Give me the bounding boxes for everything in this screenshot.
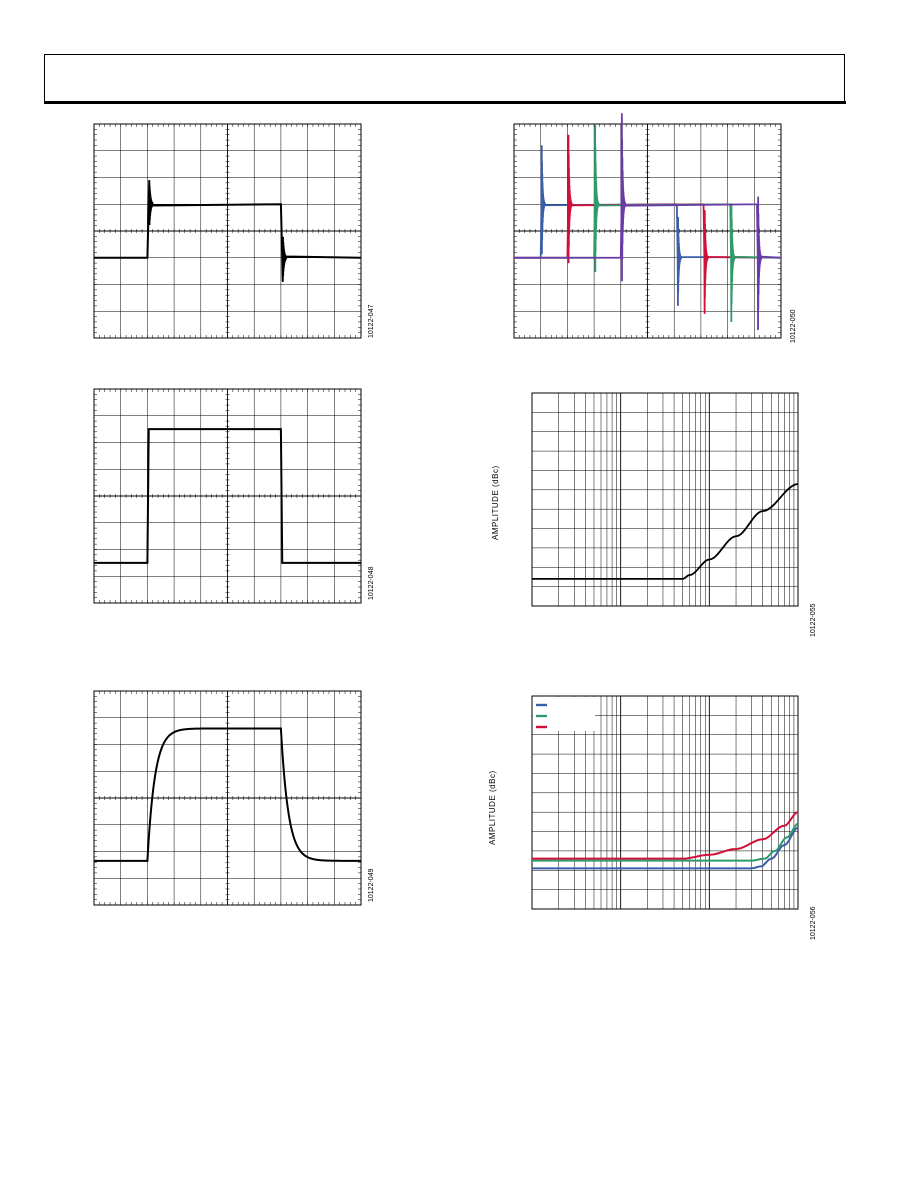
y-axis-label-fig6: AMPLITUDE (dBc)	[488, 770, 497, 845]
chart-fig6	[485, 695, 815, 945]
figure-id-fig3: 10122-049	[368, 868, 375, 902]
chart-fig2	[93, 388, 375, 613]
series-line-blue	[532, 828, 798, 869]
figure-id-fig1: 10122-047	[368, 304, 375, 338]
series-line	[532, 484, 798, 579]
header-rule	[44, 101, 846, 104]
chart-fig3	[93, 690, 375, 920]
figure-id-fig5: 10122-055	[810, 603, 817, 637]
series-line-green	[532, 824, 798, 861]
page-header	[44, 54, 845, 102]
figure-id-fig4: 10122-050	[790, 309, 797, 343]
plot-frame	[532, 393, 798, 606]
chart-fig5	[485, 392, 815, 642]
chart-fig4	[513, 123, 803, 353]
series-line-red	[532, 812, 798, 858]
y-axis-label-fig5: AMPLITUDE (dBc)	[491, 465, 500, 540]
figure-id-fig6: 10122-056	[810, 906, 817, 940]
chart-fig1	[93, 123, 375, 353]
figure-id-fig2: 10122-048	[368, 566, 375, 600]
